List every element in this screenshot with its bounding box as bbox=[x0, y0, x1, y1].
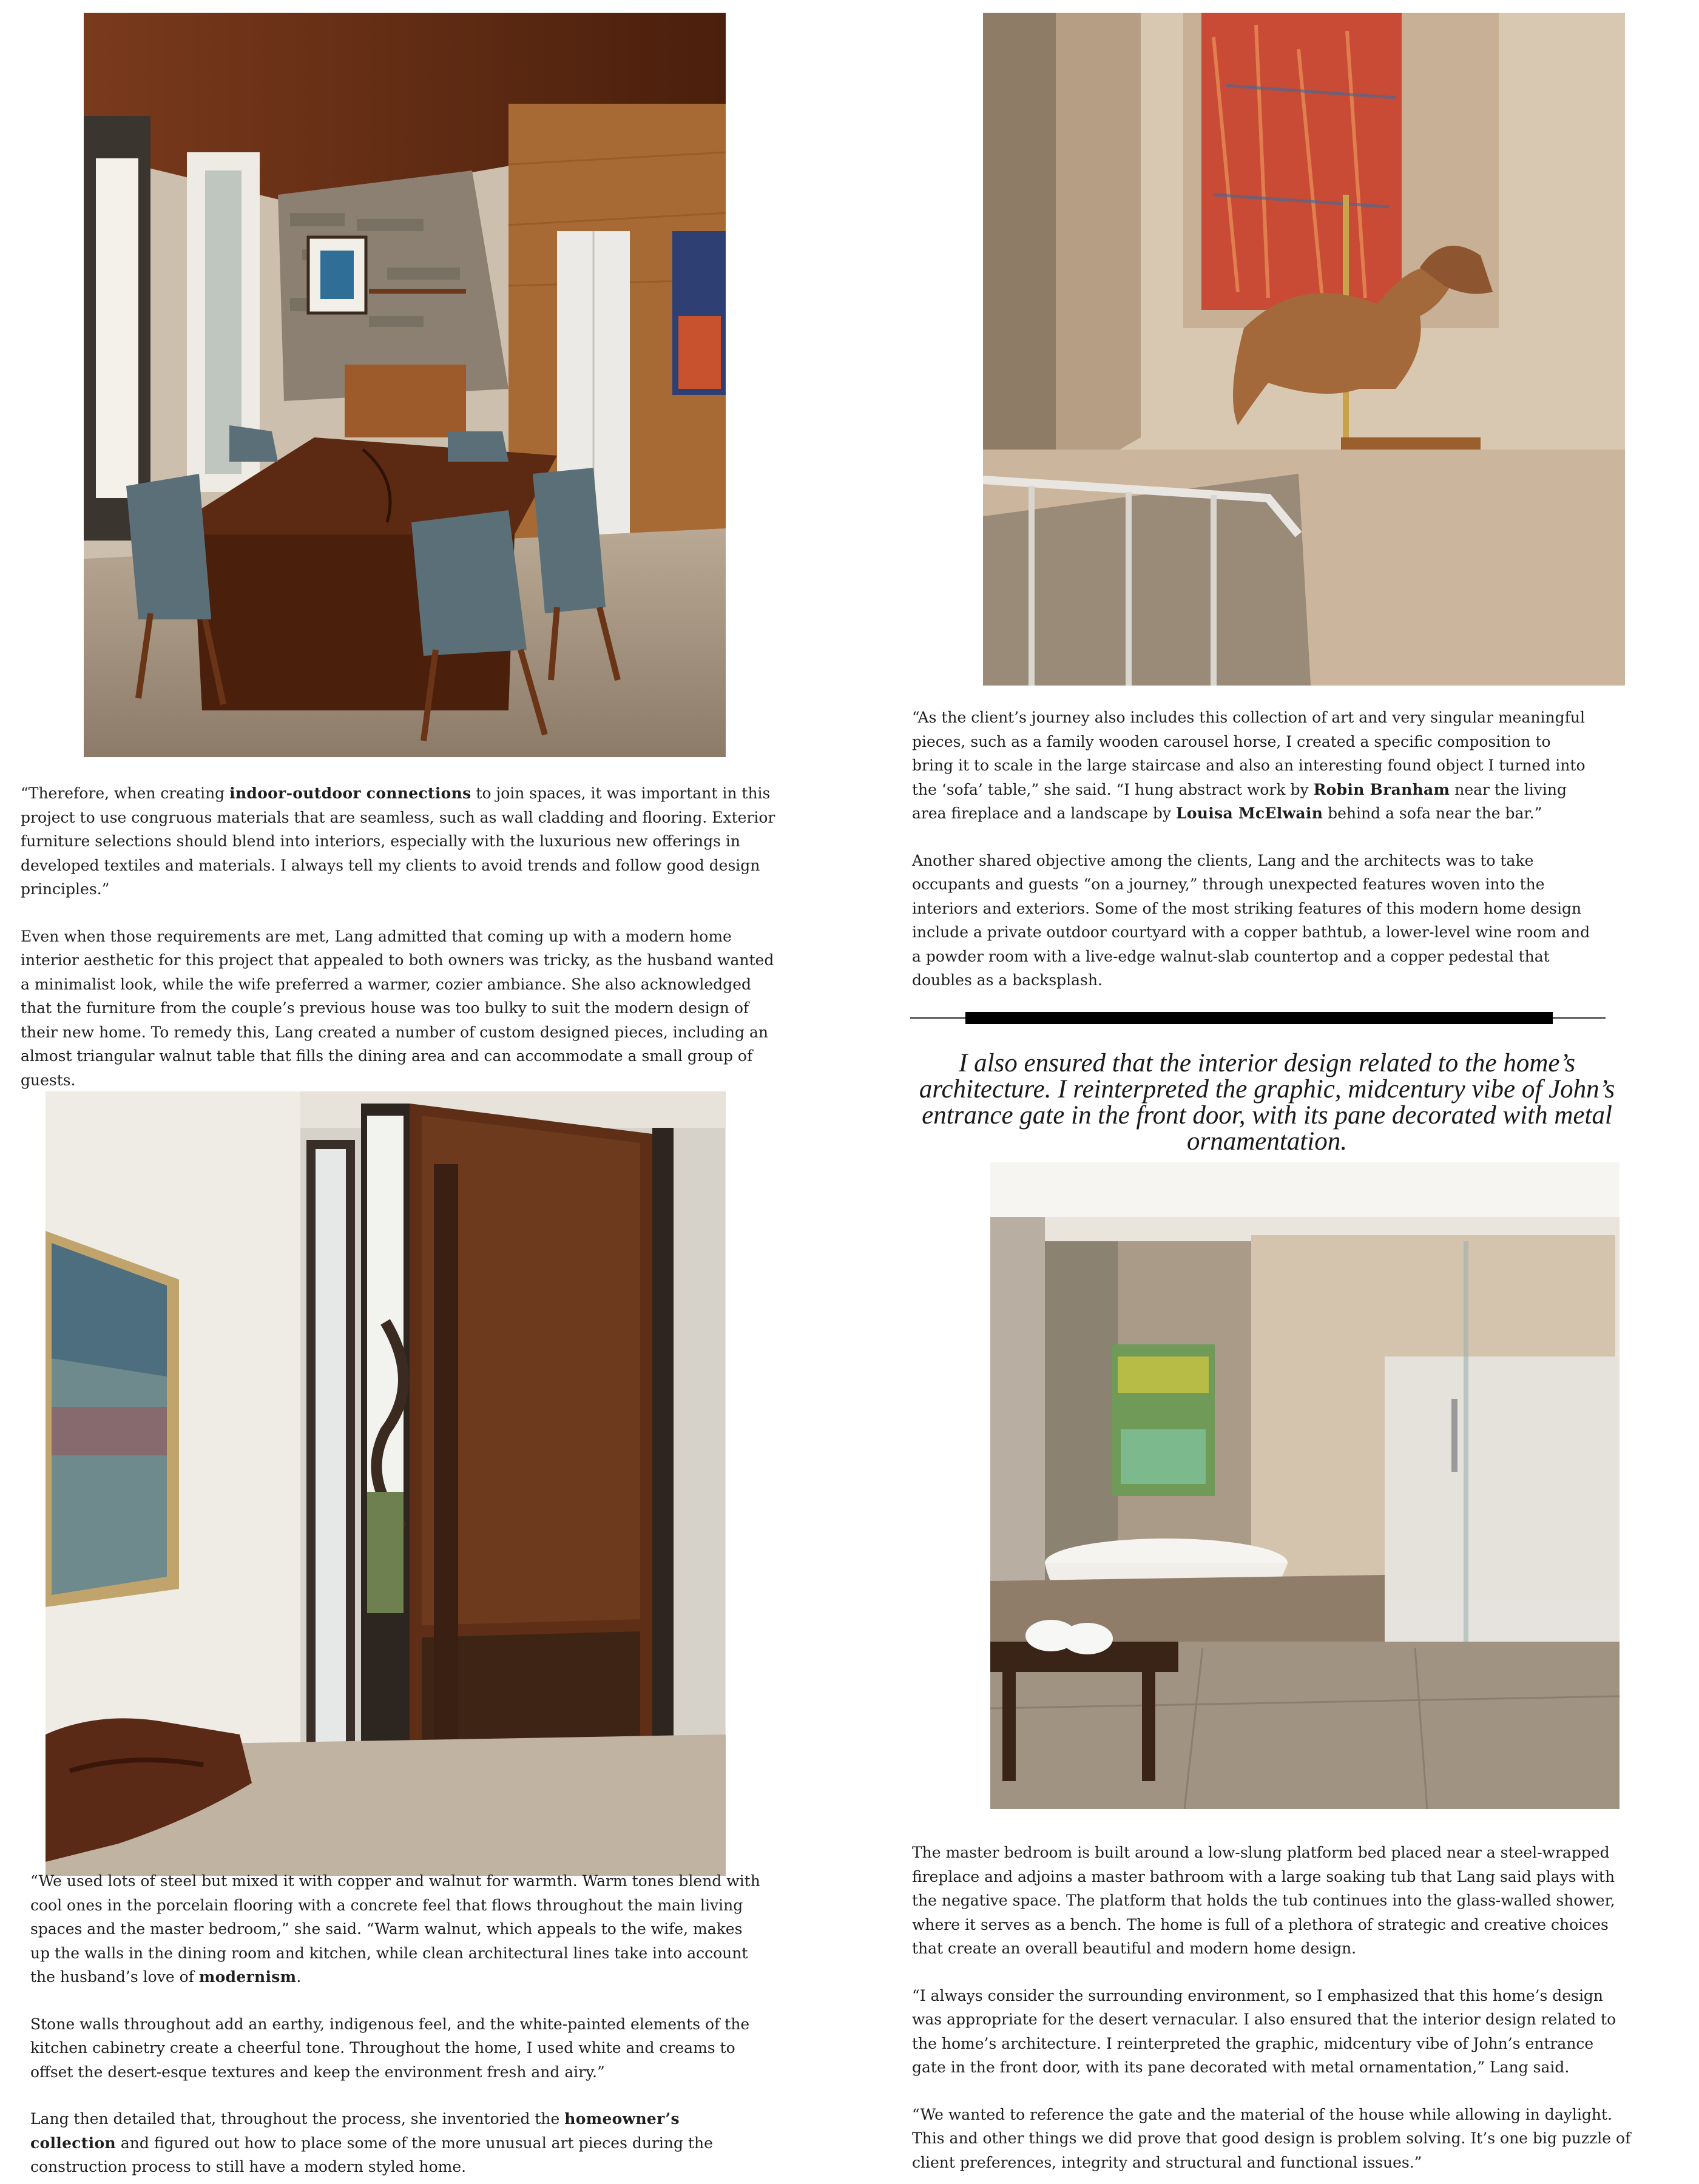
dining-room-photo bbox=[84, 13, 726, 757]
text-run: near the living area fireplace and a landscape by bbox=[912, 780, 1567, 822]
paragraph-requirements bbox=[21, 925, 782, 1093]
bold-link-text: homeowner’s collection bbox=[30, 2110, 680, 2152]
bathroom-photo bbox=[990, 1162, 1620, 1809]
paragraph-steel-copper bbox=[30, 1869, 765, 1989]
paragraph-journey bbox=[912, 849, 1595, 993]
text-run: Another shared objective among the clients, Lang and the architects was to take occupants and guests “on a journey,” through unexpected features woven into the interiors and exteriors. Some of the most striking features of this modern home design include a private outdoor courtyard with a copper bathtub, a lower-level wine room and a powder room with a live-edge walnut-slab countertop and a copper pedestal that doubles as a backsplash. bbox=[912, 851, 1590, 989]
left-column-text-bottom bbox=[30, 1869, 765, 2179]
paragraph-master-bedroom bbox=[912, 1841, 1631, 1961]
front-door-photo bbox=[46, 1091, 726, 1876]
paragraph-stone-walls bbox=[30, 2012, 765, 2085]
bold-link-text: indoor-outdoor connections bbox=[229, 784, 471, 802]
paragraph-homeowner-collection bbox=[30, 2107, 765, 2179]
pullquote-rule-thick bbox=[965, 1012, 1553, 1024]
bold-link-text: modernism bbox=[198, 1968, 297, 1986]
text-run: Even when those requirements are met, Lang admitted that coming up with a modern home interior aesthetic for this project that appealed to both owners was tricky, as the husband wanted a minimalist look, while the wife preferred a warmer, cozier ambiance. She also acknowledged that the furniture from the couple’s previous house was too bulky to suit the modern design of their new home. To remedy this, Lang created a number of custom designed pieces, including an almost triangular walnut table that fills the dining area and can accommodate a small group of guests. bbox=[21, 927, 774, 1089]
text-run: The master bedroom is built around a low-slung platform bed placed near a steel-wrapped fireplace and adjoins a master bathroom with a large soaking tub that Lang said plays with the negative space. The platform that holds the tub continues into the glass-walled shower, where it serves as a bench. The home is full of a plethora of strategic and creative choices that create an overall beautiful and modern home design. bbox=[912, 1844, 1615, 1957]
paragraph-carousel-horse bbox=[912, 706, 1595, 826]
pull-quote: I also ensured that the interior design related to the home’s architecture. I reinterpreted the graphic, midcentury vibe of John’s entrance gate in the front door, with its pane decorated with metal ornamentation. bbox=[919, 1049, 1615, 1156]
text-run: Lang then detailed that, throughout the process, she inventoried the bbox=[30, 2110, 565, 2128]
text-run: . bbox=[296, 1968, 302, 1986]
text-run: behind a sofa near the bar.” bbox=[1323, 804, 1542, 822]
left-column-text-top bbox=[21, 781, 782, 1092]
bold-link-text: Robin Branham bbox=[1313, 780, 1450, 798]
text-run: “We wanted to reference the gate and the material of the house while allowing in daylight. This and other things we did prove that good design is problem solving. It’s one big puzzle of client preferences, integrity and structural and functional issues.” bbox=[912, 2105, 1631, 2171]
text-run: “I always consider the surrounding environment, so I emphasized that this home’s design was appropriate for the desert vernacular. I also ensured that the interior design related to the home’s architecture. I reinterpreted the graphic, midcentury vibe of John’s entrance gate in the front door, with its pane decorated with metal ornamentation,” Lang said. bbox=[912, 1986, 1616, 2076]
carousel-horse-photo bbox=[983, 13, 1625, 686]
paragraph-surrounding-environment bbox=[912, 1984, 1631, 2080]
text-run: and figured out how to place some of the more unusual art pieces during the construction process to still have a modern styled home. bbox=[30, 2134, 713, 2176]
text-run: “Therefore, when creating bbox=[21, 784, 230, 802]
paragraph-good-design bbox=[912, 2103, 1631, 2175]
text-run: to join spaces, it was important in this project to use congruous materials that are seamless, such as wall cladding and flooring. Exterior furniture selections should blend into interiors, especially with the luxurious new offerings in developed textiles and materials. I always tell my clients to avoid trends and follow good design principles.” bbox=[21, 784, 775, 898]
text-run: Stone walls throughout add an earthy, indigenous feel, and the white-painted elements of the kitchen cabinetry create a cheerful tone. Throughout the home, I used white and creams to offset the desert-esque textures and keep the environment fresh and airy.” bbox=[30, 2015, 750, 2081]
right-column-text-bottom bbox=[912, 1841, 1631, 2174]
right-column-text-top bbox=[912, 706, 1595, 993]
paragraph-indoor-outdoor bbox=[21, 781, 782, 902]
text-run: “As the client’s journey also includes this collection of art and very singular meaningful pieces, such as a family wooden carousel horse, I created a specific composition to bring it to scale in the large staircase and also an interesting found object I turned into the ‘sofa’ table,” she said. “I hung abstract work by bbox=[912, 709, 1586, 798]
text-run: “We used lots of steel but mixed it with copper and walnut for warmth. Warm tones blend with cool ones in the porcelain flooring with a concrete feel that flows throughout the main living spaces and the master bedroom,” she said. “Warm walnut, which appeals to the wife, makes up the walls in the dining room and kitchen, while clean architectural lines take into account the husband’s love of bbox=[30, 1872, 760, 1986]
bold-link-text: Louisa McElwain bbox=[1175, 804, 1323, 822]
